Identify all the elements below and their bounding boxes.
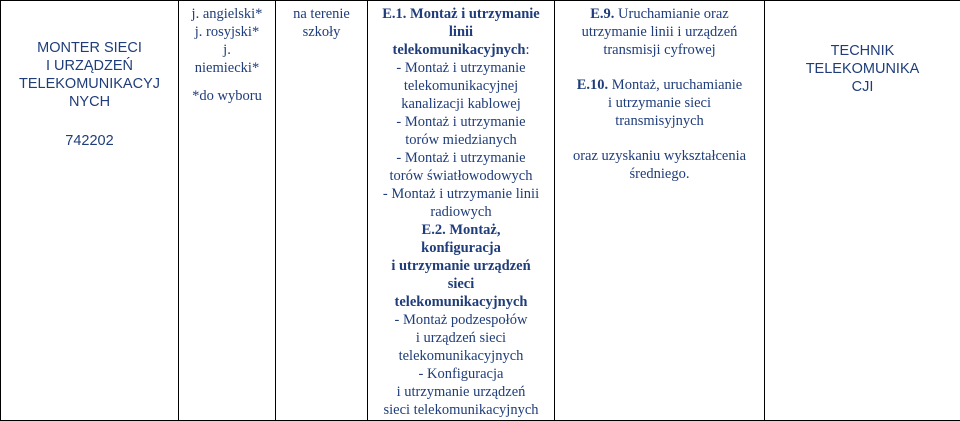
next-profession-line: TECHNIK [830, 43, 895, 59]
e1-title-line: telekomunikacyjnych [392, 42, 526, 58]
e9-line: utrzymanie linii i urządzeń [581, 24, 738, 40]
e1-item-line: - Montaż i utrzymanie linii [382, 186, 540, 202]
language-option: j. angielski* [191, 6, 263, 22]
location-cell [276, 1, 368, 421]
profession-name-line: NYCH [68, 94, 111, 110]
table-row [1, 1, 960, 421]
e1-title-line: E.1. Montaż i utrzymanie [382, 6, 540, 22]
education-line: średniego. [629, 166, 690, 182]
next-profession-line: CJI [851, 79, 874, 95]
languages-note: *do wyboru [192, 88, 262, 104]
e1-item-line: radiowych [430, 204, 492, 220]
next-profession-cell [765, 1, 960, 421]
e2-item-line: telekomunikacyjnych [398, 348, 524, 364]
language-option: j. [223, 42, 231, 58]
profession-name-line: TELEKOMUNIKACYJ [19, 76, 160, 92]
location-line: szkoły [302, 24, 341, 40]
e2-title-line: sieci [447, 276, 475, 292]
e10-title: Montaż, uruchamianie [608, 77, 743, 93]
language-option: niemiecki* [194, 60, 260, 76]
e1-item-line: torów światłowodowych [389, 168, 533, 184]
e2-title-line: konfiguracja [421, 240, 501, 256]
education-line: oraz uzyskaniu wykształcenia [572, 148, 747, 164]
e9-title: Uruchamianie oraz [614, 6, 729, 22]
e9-line: transmisji cyfrowej [603, 42, 716, 58]
next-profession-line: TELEKOMUNIKA [805, 61, 920, 77]
profession-cell [1, 1, 179, 421]
e2-title-line: i utrzymanie urządzeń [391, 258, 531, 274]
e2-title-line: telekomunikacyjnych [394, 294, 528, 310]
e10-line: transmisyjnych [615, 113, 704, 129]
profession-code: 742202 [65, 133, 114, 149]
e1-title-line: linii [448, 24, 474, 40]
e2-item-line: - Konfiguracja [418, 366, 504, 382]
languages-cell [179, 1, 276, 421]
e10-prefix: E.10. [576, 77, 609, 93]
location-line: na terenie [293, 6, 350, 22]
e1-item-line: - Montaż i utrzymanie [396, 150, 526, 166]
profession-name-line: I URZĄDZEŃ [46, 58, 133, 74]
qualifications-right-cell [555, 1, 765, 421]
e1-item-line: - Montaż i utrzymanie [396, 60, 526, 76]
e1-title-colon: : [525, 42, 530, 58]
language-option: j. rosyjski* [194, 24, 260, 40]
qualifications-left-cell [368, 1, 555, 421]
e9-prefix: E.9. [590, 6, 615, 22]
e10-line: i utrzymanie sieci [607, 95, 712, 111]
e1-item-line: torów miedzianych [405, 132, 517, 148]
profession-name-line: MONTER SIECI [37, 40, 142, 56]
e2-item-line: i utrzymanie urządzeń [396, 384, 526, 400]
e2-item-line: - Montaż podzespołów [394, 312, 528, 328]
e2-item-line: sieci telekomunikacyjnych [383, 402, 539, 418]
e1-item-line: - Montaż i utrzymanie [396, 114, 526, 130]
e2-item-line: i urządzeń sieci [415, 330, 507, 346]
e1-item-line: kanalizacji kablowej [401, 96, 521, 112]
e2-title-line: E.2. Montaż, [421, 222, 501, 238]
e1-item-line: telekomunikacyjnej [403, 78, 519, 94]
